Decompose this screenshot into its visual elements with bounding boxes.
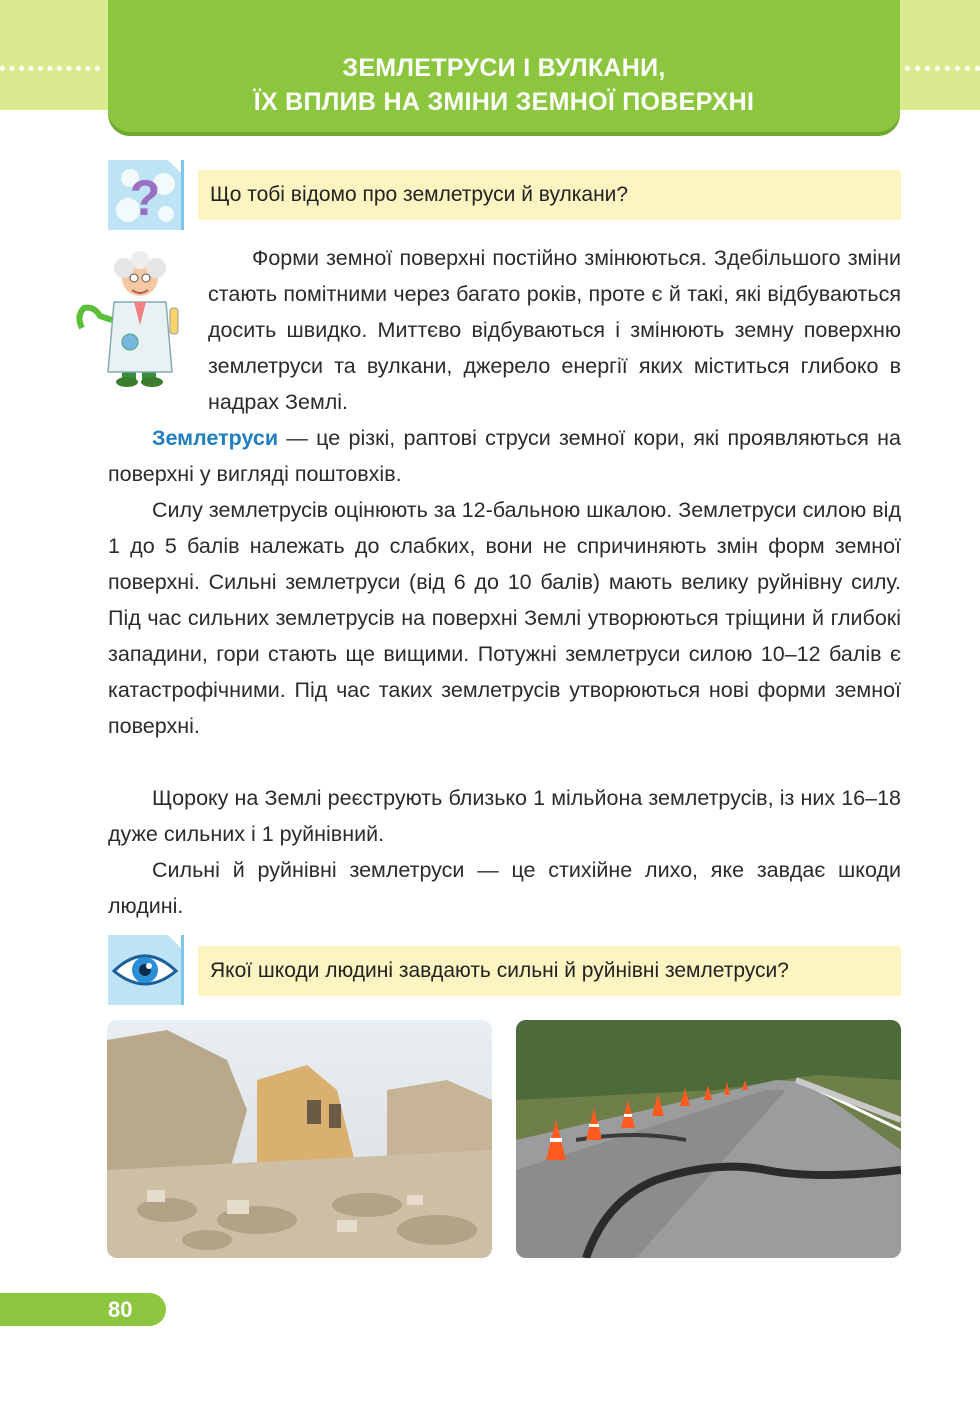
svg-text:?: ? — [129, 170, 161, 226]
definition-paragraph — [108, 420, 901, 492]
scientist-illustration — [72, 250, 192, 390]
strength-paragraph — [108, 492, 901, 744]
decorative-dots-left — [0, 66, 100, 79]
question-prompt-1: Що тобі відомо про землетруси й вулкани? — [198, 170, 901, 220]
page-number: 80 — [0, 1293, 166, 1326]
chapter-title-line2: ЇХ ВПЛИВ НА ЗМІНИ ЗЕМНОЇ ПОВЕРХНІ — [253, 88, 755, 116]
term-earthquakes: Землетруси — [152, 426, 279, 450]
cracked-road-photo — [516, 1020, 901, 1258]
strength-text: Силу землетрусів оцінюють за 12-бальною шкалою. Землетруси силою від 1 до 5 балів належать до слабких, вони не спричиняють змін форм земної поверхні. Сильні землетруси (від 6 до 10 балів) мають велику руйнівну силу. Під час сильних землетрусів на поверхні Землі утворюються тріщини й глибокі западини, гори стають ще вищими. Потужні землетруси силою 10–12 балів є катастрофічними. Під час таких землетрусів утворюються нові форми земної поверхні. — [108, 498, 901, 738]
definition-text: — це різкі, раптові струси земної кори, які проявляються на поверхні у вигляді поштовхів. — [108, 426, 901, 486]
eye-icon — [108, 935, 182, 1005]
disaster-text: Сильні й руйнівні землетруси — це стихійне лихо, яке завдає шкоди людині. — [108, 858, 901, 918]
chapter-title — [108, 0, 900, 132]
chapter-title-line1: ЗЕМЛЕТРУСИ І ВУЛКАНИ, — [342, 54, 666, 82]
question-mark-icon — [108, 160, 182, 230]
intro-paragraph — [208, 240, 901, 420]
destroyed-buildings-photo — [107, 1020, 492, 1258]
disaster-paragraph — [108, 852, 901, 924]
decorative-dots-right — [905, 66, 980, 79]
yearly-text: Щороку на Землі реєструють близько 1 мільйона землетрусів, із них 16–18 дуже сильних і 1 руйнівний. — [108, 786, 901, 846]
intro-text: Форми земної поверхні постійно змінюються. Здебільшого зміни стають помітними через багато років, проте є й такі, які відбуваються досить швидко. Миттєво відбуваються і змінюють земну поверхню землетруси та вулкани, джерело енергії яких міститься глибоко в надрах Землі. — [208, 246, 901, 414]
yearly-paragraph — [108, 780, 901, 852]
question-prompt-2: Якої шкоди людині завдають сильні й руйнівні землетруси? — [198, 946, 901, 996]
